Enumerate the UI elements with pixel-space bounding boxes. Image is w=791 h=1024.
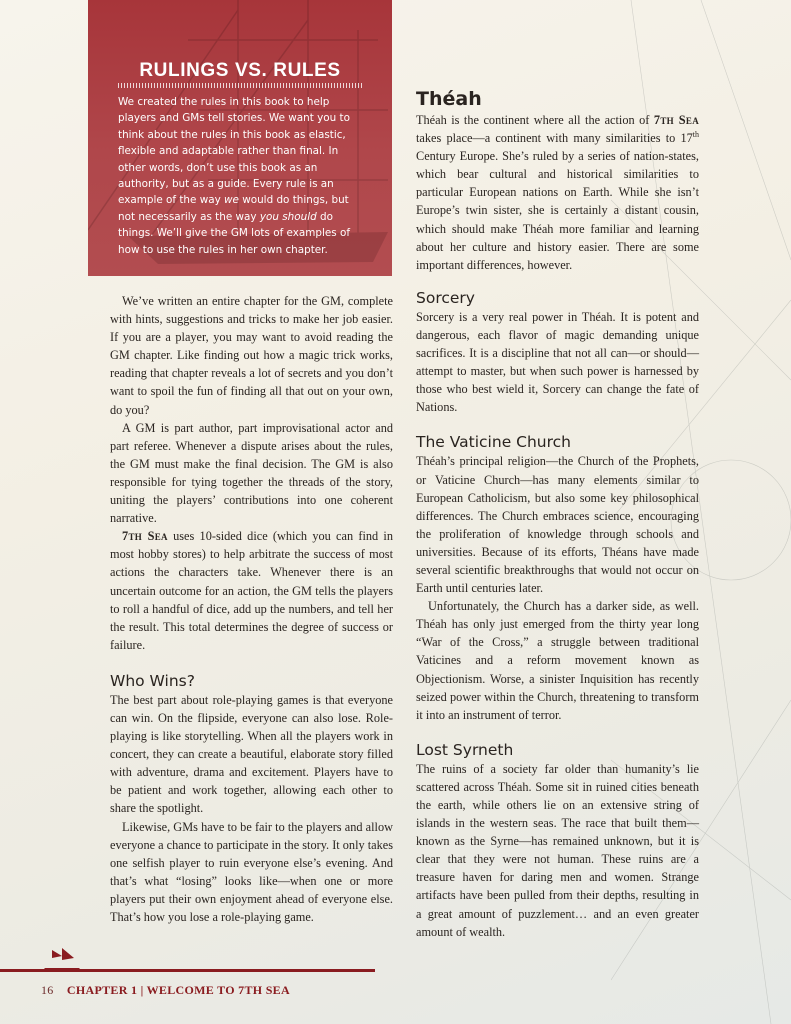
paragraph: Sorcery is a very real power in Théah. It is potent and dangerous, each flavor of magic demanding unique sacrifices. It is a discipline that not all can—or should—attempt to master, but when such power is harnessed by those who best wield it, Sorcery can change the fate of Nations. [416,309,699,415]
paragraph: Théah’s principal religion—the Church of the Prophets, or Vaticine Church—has many elements similar to European Catholicism, but also some key philosophical differences. The Church embraces science, encouraging the proliferation of knowledge through schools and universities. Because of its efforts, Théans have made several scientific breakthroughs that would not occur on Earth until centuries later. [416,454,699,596]
heading-lost-syrneth: Lost Syrneth [416,740,514,759]
paragraph: Unfortunately, the Church has a darker side, as well. Théah has only just emerged from the thirty year long “War of the Cross,” a struggle between traditional Vaticines and a reform movement known as Objectionism. Worse, a sinister Inquisition has recently seized power within the Church, threatening to transform it into an instrument of terror. [416,599,699,722]
paragraph: Likewise, GMs have to be fair to the players and allow everyone a chance to participate in the story. It only takes one selfish player to ruin everyone else’s evening. And that’s what “losing” looks like—when one or more players put their own enjoyment ahead of everyone else. That’s how you lose a role-playing game. [110,819,393,924]
heading-sorcery: Sorcery [416,288,475,307]
chapter-title: CHAPTER 1 | WELCOME TO 7TH SEA [66,983,290,997]
paragraph: The ruins of a society far older than humanity’s lie scattered across Théah. Some sit in ruined cities beneath the earth, while others lie on an extensive string of islands in the western seas. The race that built them—known as the Syrne—has remained unknown, but it is clear that they were not human. These ruins are a treasure haven for daring men and women. Strange artifacts have been pulled from their depths, resulting in a great amount of puzzlement… and an even greater amount of wealth. [416,761,699,939]
right-column [416,87,699,941]
sidebar-title-rule [118,83,362,88]
paragraph: 7th Sea uses 10-sided dice (which you can find in most hobby stores) to help arbitrate the success of most actions the characters take. Whenever there is an uncertain outcome for an action, the GM tells the players to roll a handful of dice, add up the numbers, and tell her the result. This total determines the degree of success or failure. [110,529,393,652]
heading-vaticine-church: The Vaticine Church [416,433,571,452]
sidebar-title: RULINGS VS. RULES [139,60,341,81]
rulings-sidebar [88,0,392,276]
paragraph: Théah is the continent where all the action of 7th Sea takes place—a continent with many similarities to 17th Century Europe. She’s ruled by a series of nation-states, which bear cultural and historical similarities to particular European nations on Earth. While she isn’t Europe’s twin sister, she is certainly a distant cousin, which should make Théah more familiar and learning about her culture and history easier. There are some important differences, however. [416,113,699,272]
paragraph: A GM is part author, part improvisational actor and part referee. Whenever a dispute arises about the rules, the GM must make the final decision. The GM is also responsible for tying together the threads of the story, uniting the players’ contributions into one coherent narrative. [110,420,393,526]
left-column [110,292,393,926]
paragraph: The best part about role-playing games is that everyone can win. On the flipside, everyone can also lose. Role-playing is like storytelling. When all the players work in concert, they can create a beautiful, elaborate story filled with adventure, drama and excitement. Players have to be patient and work together, allowing each other to share the spotlight. [110,692,393,816]
footer-rule [0,969,375,972]
sidebar-text: We created the rules in this book to help players and GMs tell stories. We want you to think about the rules in this book as elastic, flexible and adaptable rather than final. In other words, don’t use this book as an authority, but as a guide. Every rule is an example of the way we would do things, but not necessarily as the way you should do things. We’ll give the GM lots of examples of how to use the rules in her own chapter. [118,96,350,256]
page-footer [41,983,290,998]
heading-theah: Théah [416,88,482,110]
page-number: 16 [41,983,54,997]
heading-who-wins: Who Wins? [110,671,195,690]
paragraph: We’ve written an entire chapter for the GM, complete with hints, suggestions and tricks to make her job easier. If you are a player, you may want to avoid reading the GM chapter. Like finding out how a magic trick works, reading that chapter reveals a lot of secrets and you don’t want to spoil the fun of finding all that out on your own, do you? [110,294,393,417]
